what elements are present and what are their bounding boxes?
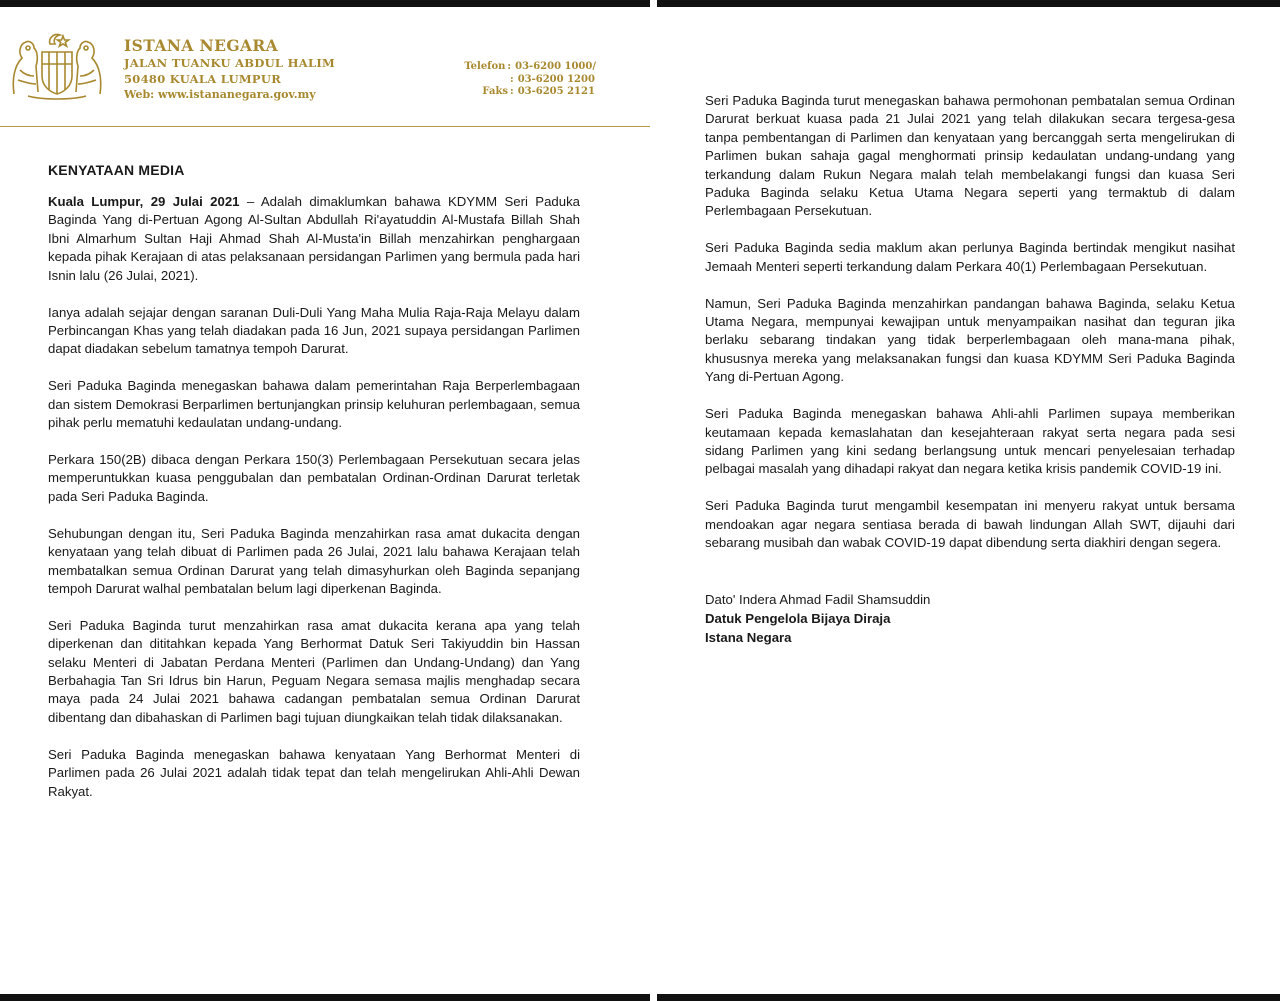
phone-label: Telefon [464,61,506,72]
org-website: Web: www.istananegara.gov.my [124,88,316,101]
paragraph-text: – Adalah dimaklumkan bahawa KDYMM Seri Paduka Baginda Yang di-Pertuan Agong Al-Sultan Abdullah Ri'ayatuddin Al-Mustafa Billah Shah Ibni Almarhum Sultan Haji Ahmad Shah Al-Musta'in Billah menzahirkan penghargaan kepada pihak Kerajaan di atas pelaksanaan persidangan Parlimen yang bermula pada hari Isnin lalu (26 Julai, 2021). [48,194,581,283]
royal-crest-icon [8,30,106,102]
phone-separator: : [507,61,512,72]
fax-separator: : [510,86,514,97]
page-top-border [0,0,650,7]
phone2-separator: : [510,73,514,85]
org-name: ISTANA NEGARA [124,36,279,55]
page-top-border [657,0,1280,7]
paragraph: Seri Paduka Baginda turut mengambil kesempatan ini menyeru rakyat untuk bersama mendoakan agar negara sentiasa berada di bawah lindungan Allah SWT, dijauhi dari sebarang musibah dan wabak COVID-19 dapat dibendung serta diakhiri dengan segera. [705,498,1235,551]
paragraph: Perkara 150(2B) dibaca dengan Perkara 150(3) Perlembagaan Persekutuan secara jelas memperuntukkan kuasa penggubalan dan pembatalan Ordinan-Ordinan Darurat terletak pada Seri Paduka Baginda. [48,451,580,504]
phone-row-2 [462,74,596,87]
phone-row-1 [462,61,596,74]
document-page-2 [657,0,1280,1001]
document-heading: KENYATAAN MEDIA [48,162,185,178]
fax-row [462,86,596,99]
right-body [705,92,1235,647]
left-body [48,193,580,819]
paragraph: Seri Paduka Baginda menegaskan bahawa dalam pemerintahan Raja Berperlembagaan dan sistem Demokrasi Berparlimen bertunjangkan prinsip keluhuran perlembagaan, semua pihak perlu mematuhi kedaulatan undang-undang. [48,378,580,431]
paragraph: Seri Paduka Baginda sedia maklum akan perlunya Baginda bertindak mengikut nasihat Jemaah Menteri seperti terkandung dalam Perkara 40(1) Perlembagaan Persekutuan. [705,240,1235,274]
paragraph [48,193,580,285]
fax-label: Faks [482,86,508,97]
letterhead-rule [0,126,650,127]
org-address-line2: 50480 KUALA LUMPUR [124,72,282,86]
dateline: Kuala Lumpur, 29 Julai 2021 [48,194,240,209]
paragraph: Seri Paduka Baginda turut menegaskan bahawa permohonan pembatalan semua Ordinan Darurat berkuat kuasa pada 21 Julai 2021 yang telah dilakukan secara tergesa-gesa tanpa pembentangan di Parlimen dan kenyataan yang bercanggah serta mengelirukan di Parlimen bukan sahaja gagal menghormati prinsip kedaulatan undang-undang yang terkandung dalam Rukun Negara malah telah membelakangi fungsi dan kuasa Seri Paduka Baginda selaku Ketua Utama Negara seperti yang termaktub di dalam Perlembagaan Persekutuan. [705,93,1235,219]
letterhead-org [124,36,335,102]
paragraph: Seri Paduka Baginda menegaskan bahawa Ahli-ahli Parlimen supaya memberikan keutamaan kepada kemaslahatan dan kesejahteraan rakyat serta negara pada sesi sidang Parlimen yang kini sedang berlangsung untuk mencari penyelesaian terhadap pelbagai masalah yang dihadapi rakyat dan negara ketika krisis pandemik COVID-19 ini. [705,406,1235,477]
signatory-name: Dato' Indera Ahmad Fadil Shamsuddin [705,591,931,607]
signatory-office: Istana Negara [705,629,792,645]
paragraph: Sehubungan dengan itu, Seri Paduka Baginda menzahirkan rasa amat dukacita dengan kenyataan yang telah dibuat di Parlimen pada 26 Julai, 2021 lalu bahawa Kerajaan telah membatalkan semua Ordinan Darurat yang telah dimasyhurkan oleh Baginda sepanjang tempoh Darurat walhal pembatalan belum lagi diperkenan Baginda. [48,525,580,596]
phone-number-1: 03-6200 1000/ [515,61,596,72]
paragraph: Namun, Seri Paduka Baginda menzahirkan pandangan bahawa Baginda, selaku Ketua Utama Negara, mempunyai kewajipan untuk menyampaikan nasihat dan teguran jika berlaku sebarang tindakan yang tidak berperlembagaan oleh mana-mana pihak, khususnya mereka yang melaksanakan fungsi dan kuasa KDYMM Seri Paduka Baginda Yang di-Pertuan Agong. [705,295,1235,385]
paragraph: Seri Paduka Baginda turut menzahirkan rasa amat dukacita kerana apa yang telah diperkenan dan dititahkan kepada Yang Berhormat Datuk Seri Takiyuddin bin Hassan selaku Menteri di Jabatan Perdana Menteri (Parlimen dan Undang-Undang) dan Yang Berbahagia Tan Sri Idrus bin Harun, Peguam Negara semasa majlis menghadap secara maya pada 24 Julai 2021 bahawa cadangan pembatalan semua Ordinan Darurat dibentang dan dibahaskan di Parlimen bagi tujuan diungkaikan telah tidak dilaksanakan. [48,617,580,725]
signature-block [705,590,1235,647]
paragraph: Seri Paduka Baginda menegaskan bahawa kenyataan Yang Berhormat Menteri di Parlimen pada 26 Julai 2021 adalah tidak tepat dan telah mengelirukan Ahli-Ahli Dewan Rakyat. [48,746,580,799]
signatory-title: Datuk Pengelola Bijaya Diraja [705,610,891,626]
fax-number: 03-6205 2121 [517,86,595,97]
page-bottom-border [657,994,1280,1001]
paragraph: Ianya adalah sejajar dengan saranan Duli-Duli Yang Maha Mulia Raja-Raja Melayu dalam Perbincangan Khas yang telah diadakan pada 16 Jun, 2021 supaya persidangan Parlimen dapat diadakan sebelum tamatnya tempoh Darurat. [48,304,580,357]
page-gutter [650,0,657,1001]
letterhead-contact [462,61,596,99]
org-address-line1: JALAN TUANKU ABDUL HALIM [124,56,336,70]
phone-number-2: 03-6200 1200 [517,73,595,85]
page-bottom-border [0,994,650,1001]
